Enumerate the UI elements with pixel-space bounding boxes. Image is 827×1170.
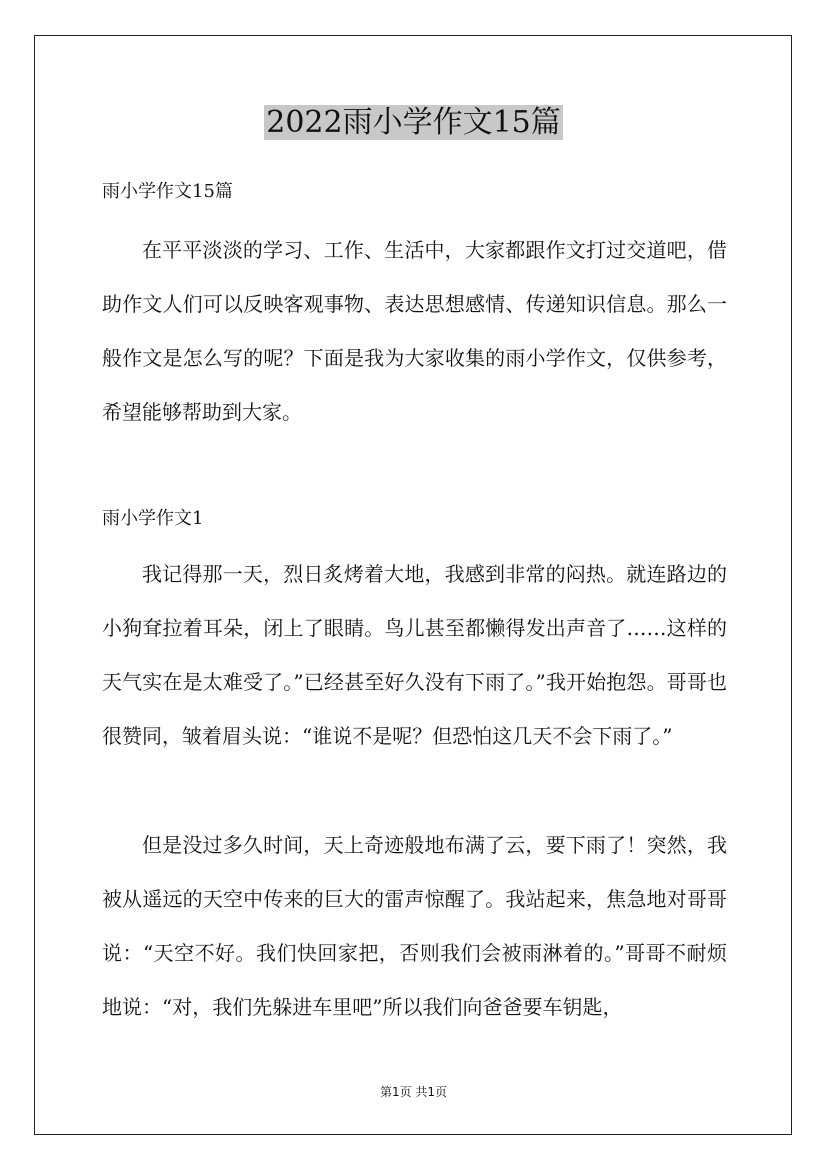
section-paragraph: 但是没过多久时间，天上奇迹般地布满了云，要下雨了！突然，我被从遥远的天空中传来的巨大的雷声惊醒了。我站起来，焦急地对哥哥说：“天空不好。我们快回家把，否则我们会被雨淋着的。”哥哥不耐烦地说：“对，我们先躲进车里吧”所以我们向爸爸要车钥匙，	[102, 833, 727, 1019]
intro-paragraph: 在平平淡淡的学习、工作、生活中，大家都跟作文打过交道吧，借助作文人们可以反映客观事物、表达思想感情、传递知识信息。那么一般作文是怎么写的呢？下面是我为大家收集的雨小学作文，仅供参考，希望能够帮助到大家。	[102, 238, 727, 424]
page-footer: 第1页 共1页	[379, 1085, 448, 1099]
document-title	[0, 103, 827, 143]
document-title-text: 2022雨小学作文15篇	[266, 105, 561, 140]
section-paragraph: 我记得那一天，烈日炙烤着大地，我感到非常的闷热。就连路边的小狗耷拉着耳朵，闭上了眼睛。鸟儿甚至都懒得发出声音了……这样的天气实在是太难受了。”已经甚至好久没有下雨了。”我开始抱怨。哥哥也很赞同，皱着眉头说：“谁说不是呢？但恐怕这几天不会下雨了。”	[102, 562, 727, 748]
document-heading: 雨小学作文15篇	[102, 181, 233, 202]
section-heading: 雨小学作文1	[102, 508, 204, 529]
